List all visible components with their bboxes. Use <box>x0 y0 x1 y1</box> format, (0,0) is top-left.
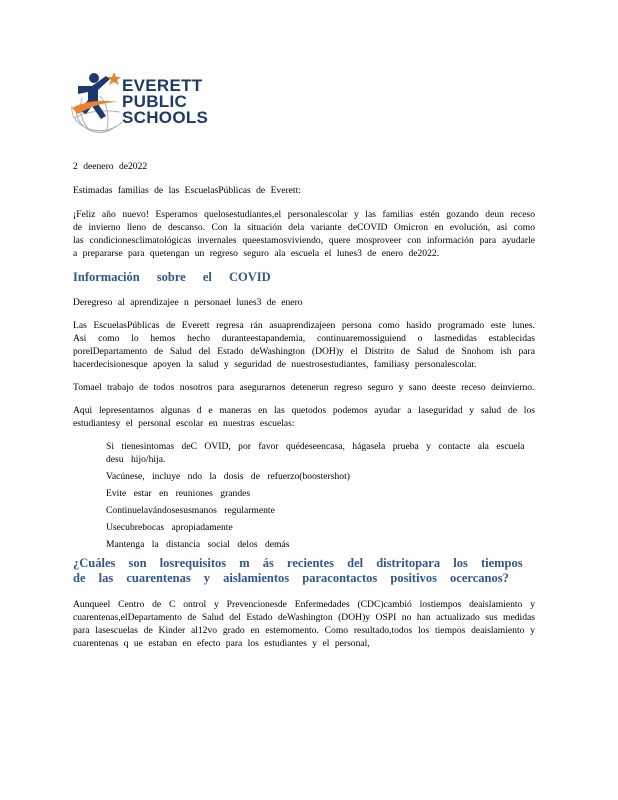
list-item: Si tienesintomas deC OVID, por favor quédeseencasa, hágasela prueba y contacte ala escuela desu hijo/hija. <box>106 441 525 465</box>
logo-wordmark <box>122 78 208 126</box>
logo-line-1: EVERETT <box>122 76 203 95</box>
list-item: Continuelavándosesusmanos regularmente <box>106 505 275 516</box>
covid-paragraph-3: Aqui lepresentamos algunas d e maneras en las quetodos podemos ayudar a laseguridad y salud de los estudiantesy el personal escolar en nuestras escuelas: <box>73 405 535 429</box>
quarantine-paragraph-1: Aunqueel Centro de C ontrol y Prevencionesde Enfermedades (CDC)cambió lostiempos deaislamiento y cuarentenas,elDepartamento de Salud del Estado deWashington (DOH)y OSPI no han actualizado sus medidas para lasescuelas de Kinder al12vo grado en estemomento. Como resultado,todos los tiempos deaislamiento y cuarentenas q ue estaban en efecto para los estudiantes y el personal, <box>73 599 535 649</box>
letter-greeting: Estimadas familias de las EscuelasPúblicas de Everett: <box>73 185 301 196</box>
list-item: Usecubrebocas apropiadamente <box>106 522 233 533</box>
logo-line-3: SCHOOLS <box>122 108 209 127</box>
section-heading-covid: Información sobre el COVID <box>73 270 271 284</box>
list-item: Evite estar en reuniones grandes <box>106 488 251 499</box>
list-item: Mantenga la distancia social delos demás <box>106 539 290 550</box>
logo-line-2: PUBLIC <box>122 92 188 111</box>
covid-paragraph-2: Tomael trabajo de todos nosotros para asegurarnos detenerun regreso seguro y sano deeste receso deinvierno. <box>73 382 535 393</box>
letter-date: 2 deenero de2022 <box>73 161 148 172</box>
everett-public-schools-logo <box>70 68 220 134</box>
logo-globe-runner-icon <box>70 68 130 134</box>
letter-body <box>73 160 535 660</box>
intro-paragraph: ¡Feliz año nuevo! Esperamos quelosestudiantes,el personalescolar y las familias estén gozando deun receso de invierno lleno de descanso. Con la situación dela variante deCOVID Omicron en evolución, asi como las condicionesclimatológicas invernales queestamosviviendo, quere mosproveer con información para ayudarle a prepararse para quetengan un regreso seguro ala escuela el lunes3 de enero de2022. <box>73 209 535 259</box>
safety-bullet-list <box>73 440 535 551</box>
covid-paragraph-1: Las EscuelasPúblicas de Everett regresa rán asuaprendizajeen persona como hasido programado este lunes. Asi como lo hemos hecho duranteestapandemia, continuaremossiguiend o lasmedidas establecidas porelDepartamento de Salud del Estado deWashington (DOH)y el Distrito de Salud de Snohom ish para hacerdecisionesque apoyen la salud y seguridad de nuestrosestudiantes, familiasy personalescolar. <box>73 320 535 370</box>
section-heading-quarantine: ¿Cuáles son losrequisitos m ás recientes del distritopara los tiempos de las cuarentenas y aislamientos paracontactos positivos ocercanos? <box>73 556 523 585</box>
list-item: Vacúnese, incluye ndo la dosis de refuerzo(boostershot) <box>106 471 350 482</box>
section-subheading: Deregreso al aprendizajee n personael lunes3 de enero <box>73 297 303 308</box>
